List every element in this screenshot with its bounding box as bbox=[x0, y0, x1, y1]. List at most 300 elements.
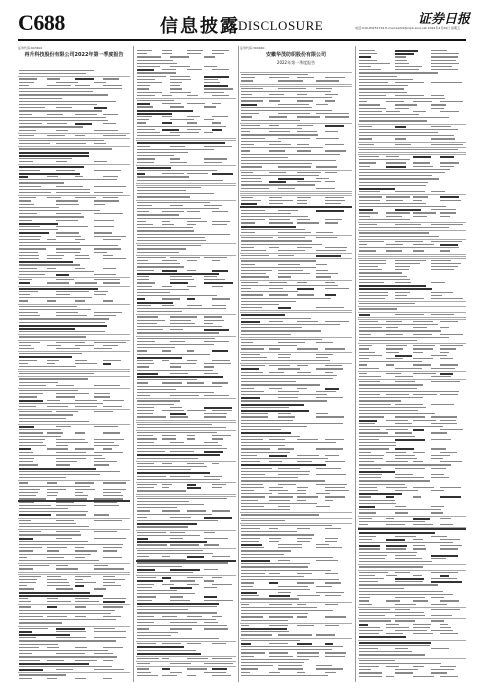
text-line bbox=[395, 50, 418, 52]
text-line bbox=[19, 579, 37, 580]
text-line bbox=[359, 636, 406, 638]
text-line bbox=[212, 173, 233, 175]
text-line bbox=[359, 159, 410, 160]
text-line bbox=[359, 600, 369, 601]
text-line bbox=[19, 98, 62, 99]
text-line bbox=[359, 209, 373, 211]
text-line bbox=[137, 292, 170, 293]
text-line bbox=[187, 298, 195, 300]
text-line bbox=[19, 248, 46, 249]
text-line bbox=[297, 604, 306, 605]
text-line bbox=[395, 53, 414, 55]
text-line bbox=[241, 634, 272, 635]
text-line bbox=[19, 474, 100, 475]
column-heading: 证券代码:603601 bbox=[18, 46, 43, 50]
text-line bbox=[241, 525, 332, 526]
text-line bbox=[359, 272, 402, 273]
text-line bbox=[359, 388, 417, 389]
table-rule bbox=[240, 72, 352, 73]
text-line bbox=[19, 557, 27, 558]
text-line bbox=[413, 345, 435, 346]
text-line bbox=[19, 130, 36, 131]
table-rule bbox=[18, 626, 130, 627]
text-line bbox=[75, 647, 87, 648]
text-line bbox=[170, 587, 192, 589]
text-line bbox=[413, 633, 433, 634]
text-line bbox=[241, 413, 268, 414]
text-line bbox=[137, 211, 149, 212]
text-line bbox=[316, 634, 335, 635]
text-line bbox=[325, 656, 345, 657]
text-line bbox=[241, 668, 258, 669]
text-line bbox=[241, 138, 265, 139]
text-line bbox=[440, 373, 453, 375]
text-line bbox=[19, 360, 37, 361]
text-line bbox=[278, 668, 303, 669]
text-line bbox=[19, 414, 73, 415]
text-line bbox=[75, 432, 85, 433]
text-line bbox=[162, 435, 176, 436]
text-line bbox=[56, 505, 86, 506]
text-line bbox=[359, 436, 415, 437]
text-line bbox=[103, 582, 115, 583]
text-line bbox=[204, 119, 215, 120]
text-line bbox=[278, 547, 302, 548]
text-line bbox=[241, 509, 290, 510]
text-line bbox=[359, 92, 407, 93]
text-line bbox=[440, 548, 458, 549]
text-line bbox=[137, 517, 147, 518]
text-line bbox=[204, 323, 214, 324]
text-line bbox=[316, 397, 344, 398]
text-line bbox=[212, 298, 230, 299]
text-line bbox=[440, 101, 463, 102]
text-line bbox=[316, 668, 344, 669]
text-line bbox=[278, 634, 311, 635]
text-line bbox=[19, 631, 32, 633]
text-line bbox=[103, 448, 112, 449]
text-line bbox=[170, 600, 190, 601]
text-line bbox=[19, 274, 45, 275]
text-line bbox=[137, 240, 206, 241]
text-line bbox=[19, 173, 80, 175]
table-rule bbox=[18, 76, 130, 77]
text-line bbox=[241, 116, 252, 117]
text-line bbox=[241, 397, 260, 399]
text-line bbox=[241, 534, 314, 535]
table-rule bbox=[18, 376, 130, 377]
text-line bbox=[241, 531, 297, 532]
text-line bbox=[359, 98, 445, 99]
text-line bbox=[75, 85, 90, 86]
text-line bbox=[103, 255, 113, 256]
text-line bbox=[137, 424, 212, 425]
table-rule bbox=[240, 602, 352, 603]
text-line bbox=[137, 326, 222, 327]
text-line bbox=[325, 487, 345, 488]
text-line bbox=[359, 642, 431, 644]
text-line bbox=[413, 101, 432, 102]
text-line bbox=[395, 295, 407, 296]
text-line bbox=[19, 534, 81, 535]
text-line bbox=[241, 372, 263, 373]
text-line bbox=[241, 423, 343, 424]
text-line bbox=[212, 556, 230, 557]
text-line bbox=[359, 452, 371, 453]
text-line bbox=[316, 357, 328, 358]
text-line bbox=[75, 363, 97, 364]
text-line bbox=[359, 426, 443, 427]
text-line bbox=[19, 601, 31, 602]
text-line bbox=[56, 439, 85, 440]
text-line bbox=[204, 320, 224, 321]
text-line bbox=[359, 185, 426, 186]
text-line bbox=[162, 270, 177, 272]
text-line bbox=[19, 291, 38, 292]
text-line bbox=[19, 78, 37, 79]
text-line bbox=[297, 131, 317, 132]
text-line bbox=[395, 604, 416, 605]
text-line bbox=[103, 495, 123, 496]
text-line bbox=[162, 616, 177, 617]
text-line bbox=[19, 492, 38, 493]
text-line bbox=[103, 547, 122, 548]
text-line bbox=[325, 595, 341, 596]
text-line bbox=[204, 66, 217, 67]
text-line bbox=[359, 509, 441, 510]
text-line bbox=[204, 442, 219, 443]
table-rule bbox=[18, 371, 130, 372]
table-rule bbox=[18, 146, 130, 147]
text-line bbox=[395, 69, 419, 70]
text-line bbox=[19, 123, 42, 124]
text-line bbox=[297, 643, 312, 645]
text-line bbox=[440, 545, 462, 546]
text-line bbox=[170, 316, 197, 317]
text-line bbox=[103, 197, 118, 198]
text-line bbox=[297, 222, 319, 223]
text-line bbox=[440, 524, 453, 525]
text-line bbox=[297, 125, 313, 126]
text-line bbox=[325, 582, 341, 583]
text-line bbox=[137, 316, 158, 317]
text-line bbox=[94, 170, 121, 171]
text-line bbox=[137, 476, 166, 477]
text-line bbox=[19, 439, 45, 440]
text-line bbox=[241, 407, 289, 408]
text-line bbox=[170, 407, 182, 408]
text-line bbox=[359, 477, 381, 478]
text-line bbox=[137, 106, 153, 107]
text-line bbox=[395, 56, 406, 57]
text-line bbox=[413, 212, 436, 213]
text-line bbox=[212, 435, 231, 436]
text-line bbox=[75, 678, 86, 679]
text-line bbox=[19, 288, 98, 290]
text-line bbox=[278, 264, 300, 265]
text-line bbox=[316, 416, 344, 417]
text-line bbox=[137, 572, 193, 573]
text-line bbox=[137, 638, 219, 639]
text-line bbox=[170, 329, 183, 330]
text-line bbox=[137, 658, 159, 659]
text-line bbox=[94, 315, 116, 316]
text-line bbox=[297, 288, 314, 290]
text-line bbox=[440, 676, 458, 677]
text-line bbox=[19, 511, 88, 512]
text-line bbox=[413, 420, 436, 421]
text-line bbox=[413, 321, 433, 322]
table-rule bbox=[358, 152, 466, 153]
text-line bbox=[94, 252, 108, 253]
text-line bbox=[19, 210, 100, 211]
text-line bbox=[137, 523, 197, 525]
text-line bbox=[204, 92, 225, 93]
text-line bbox=[278, 270, 303, 271]
text-line bbox=[241, 652, 265, 653]
text-line bbox=[137, 311, 182, 312]
table-rule bbox=[358, 516, 466, 517]
text-line bbox=[137, 113, 172, 115]
text-line bbox=[19, 104, 97, 105]
text-line bbox=[75, 258, 90, 259]
text-line bbox=[137, 196, 190, 197]
table-rule bbox=[136, 314, 236, 315]
text-line bbox=[19, 200, 31, 201]
text-line bbox=[278, 104, 309, 105]
text-line bbox=[297, 388, 307, 389]
text-line bbox=[94, 565, 108, 566]
text-line bbox=[137, 532, 166, 533]
text-line bbox=[137, 135, 180, 136]
text-line bbox=[241, 260, 316, 261]
text-line bbox=[269, 219, 290, 220]
text-line bbox=[137, 550, 203, 551]
text-line bbox=[162, 122, 172, 124]
text-line bbox=[431, 609, 460, 610]
text-line bbox=[137, 577, 156, 578]
text-line bbox=[278, 276, 291, 277]
text-line bbox=[103, 345, 118, 346]
text-line bbox=[170, 569, 199, 571]
text-line bbox=[297, 487, 308, 488]
text-line bbox=[241, 506, 264, 507]
text-line bbox=[19, 585, 27, 586]
text-line bbox=[325, 643, 333, 645]
text-line bbox=[137, 119, 149, 120]
text-line bbox=[241, 314, 285, 316]
text-line bbox=[47, 547, 67, 548]
text-line bbox=[359, 169, 450, 170]
text-line bbox=[395, 368, 422, 369]
text-line bbox=[19, 363, 28, 364]
table-rule bbox=[240, 170, 352, 171]
text-line bbox=[316, 448, 343, 449]
text-line bbox=[19, 432, 43, 433]
text-line bbox=[19, 477, 66, 478]
text-line bbox=[431, 241, 462, 242]
text-line bbox=[94, 232, 113, 233]
text-line bbox=[137, 458, 198, 459]
text-line bbox=[19, 385, 46, 386]
text-line bbox=[241, 354, 260, 355]
text-line bbox=[413, 487, 434, 488]
text-line bbox=[431, 60, 456, 61]
text-line bbox=[316, 506, 331, 507]
text-line bbox=[19, 486, 90, 487]
text-line bbox=[386, 166, 406, 168]
text-line bbox=[241, 640, 300, 641]
text-line bbox=[359, 72, 438, 73]
text-line bbox=[170, 663, 191, 664]
text-line bbox=[204, 476, 222, 477]
text-line bbox=[325, 247, 347, 248]
text-line bbox=[137, 635, 171, 636]
text-line bbox=[47, 601, 71, 602]
text-line bbox=[170, 205, 182, 206]
text-line bbox=[325, 94, 338, 95]
table-rule bbox=[18, 138, 130, 139]
text-line bbox=[170, 451, 194, 452]
text-line bbox=[204, 451, 223, 453]
text-line bbox=[162, 675, 177, 676]
text-line bbox=[431, 191, 445, 192]
text-line bbox=[170, 56, 189, 57]
text-line bbox=[19, 464, 38, 465]
table-rule bbox=[136, 183, 236, 184]
text-line bbox=[212, 510, 230, 511]
text-line bbox=[359, 345, 372, 346]
text-line bbox=[137, 126, 226, 127]
text-line bbox=[137, 252, 179, 253]
text-line bbox=[56, 588, 72, 589]
column-title: 再升科技股份有限公司2022年第一季度报告 bbox=[24, 52, 124, 58]
text-line bbox=[170, 416, 188, 417]
text-line bbox=[162, 577, 171, 579]
text-line bbox=[241, 113, 259, 114]
text-line bbox=[278, 250, 305, 251]
text-line bbox=[278, 273, 310, 274]
text-line bbox=[278, 665, 301, 666]
text-line bbox=[440, 200, 461, 201]
text-line bbox=[56, 538, 72, 539]
text-line bbox=[395, 439, 425, 441]
text-line bbox=[19, 192, 51, 193]
text-line bbox=[19, 482, 28, 483]
text-line bbox=[170, 279, 194, 280]
text-line bbox=[431, 474, 444, 475]
text-line bbox=[325, 321, 349, 322]
text-line bbox=[204, 257, 228, 258]
text-line bbox=[204, 532, 215, 533]
text-line bbox=[359, 295, 388, 296]
text-line bbox=[187, 69, 202, 70]
text-line bbox=[204, 517, 232, 519]
text-line bbox=[241, 200, 261, 201]
text-line bbox=[269, 616, 293, 617]
text-line bbox=[19, 331, 105, 332]
text-line bbox=[137, 162, 154, 163]
text-line bbox=[431, 416, 457, 417]
text-line bbox=[19, 396, 37, 397]
text-line bbox=[386, 633, 403, 634]
text-line bbox=[241, 128, 302, 129]
text-line bbox=[75, 345, 94, 346]
text-line bbox=[47, 268, 56, 269]
text-line bbox=[19, 508, 68, 509]
text-line bbox=[137, 454, 220, 456]
table-rule bbox=[358, 607, 466, 608]
text-line bbox=[204, 279, 226, 280]
text-line bbox=[413, 666, 424, 667]
table-rule bbox=[240, 84, 352, 85]
text-line bbox=[137, 266, 184, 267]
text-line bbox=[395, 672, 413, 673]
text-line bbox=[386, 321, 402, 322]
text-line bbox=[103, 598, 126, 599]
text-line bbox=[47, 448, 68, 449]
text-line bbox=[241, 410, 309, 412]
text-line bbox=[241, 646, 343, 647]
text-line bbox=[359, 191, 380, 192]
text-line bbox=[241, 154, 340, 155]
text-line bbox=[162, 584, 174, 585]
text-line bbox=[187, 270, 196, 271]
text-line bbox=[241, 94, 252, 95]
text-line bbox=[204, 395, 229, 396]
text-line bbox=[241, 178, 261, 179]
text-line bbox=[431, 506, 444, 507]
text-line bbox=[19, 166, 84, 168]
text-line bbox=[212, 487, 222, 488]
text-line bbox=[359, 663, 441, 664]
text-line bbox=[241, 88, 263, 89]
text-line bbox=[431, 56, 458, 57]
text-line bbox=[431, 298, 463, 299]
text-line bbox=[325, 222, 338, 223]
text-line bbox=[359, 404, 391, 405]
text-line bbox=[269, 247, 279, 248]
text-line bbox=[204, 205, 222, 206]
text-line bbox=[75, 400, 97, 401]
text-line bbox=[386, 548, 406, 549]
text-line bbox=[170, 66, 190, 67]
text-line bbox=[297, 365, 308, 366]
text-line bbox=[241, 157, 288, 158]
text-line bbox=[187, 643, 201, 644]
text-line bbox=[431, 404, 454, 405]
text-line bbox=[297, 595, 320, 596]
text-line bbox=[395, 581, 423, 582]
text-line bbox=[137, 282, 155, 283]
text-line bbox=[395, 355, 412, 357]
text-line bbox=[47, 579, 67, 580]
text-line bbox=[269, 100, 280, 101]
text-line bbox=[19, 647, 39, 648]
text-line bbox=[94, 505, 119, 506]
text-line bbox=[359, 594, 453, 595]
text-line bbox=[137, 50, 152, 51]
text-line bbox=[19, 568, 33, 569]
table-rule bbox=[240, 638, 352, 639]
text-line bbox=[241, 147, 323, 148]
text-line bbox=[137, 445, 222, 446]
text-line bbox=[241, 662, 304, 663]
text-line bbox=[19, 653, 32, 654]
text-line bbox=[241, 267, 316, 268]
text-line bbox=[241, 222, 255, 223]
text-line bbox=[75, 255, 89, 256]
